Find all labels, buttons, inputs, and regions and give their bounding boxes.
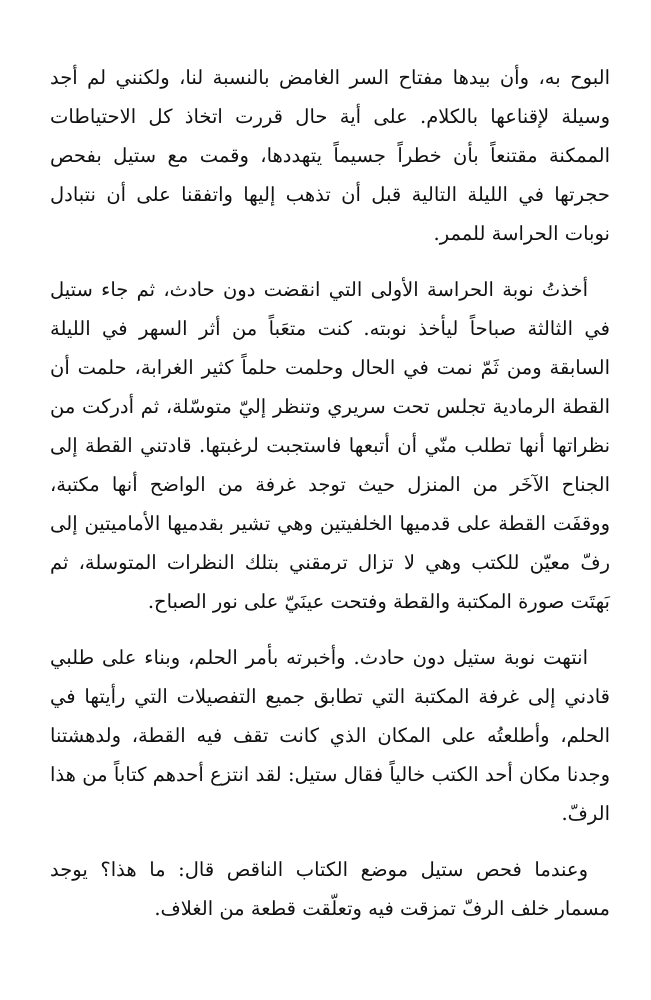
paragraph: وعندما فحص ستيل موضع الكتاب الناقص قال: ما هذا؟ يوجد مسمار خلف الرفّ تمزقت فيه وتعلّقت قطعة من الغلاف.: [50, 858, 610, 920]
paragraph: البوح به، وأن بيدها مفتاح السر الغامض بالنسبة لنا، ولكنني لم أجد وسيلة لإقناعها بالكلام. على أية حال قررت اتخاذ كل الاحتياطات الممكنة مقتنعاً بأن خطراً جسيماً يتهددها، وقمت مع ستيل بفحص حجرتها في الليلة التالية قبل أن تذهب إليها واتفقنا على أن نتبادل نوبات الحراسة للممر.: [50, 66, 610, 245]
book-page: [50, 58, 610, 928]
paragraph: انتهت نوبة ستيل دون حادث. وأخبرته بأمر الحلم، وبناء على طلبي قادني إلى غرفة المكتبة التي تطابق جميع التفصيلات التي رأيتها في الحلم، وأطلعتُه على المكان الذي كانت تقف فيه القطة، ولدهشتنا وجدنا مكان أحد الكتب خالياً فقال ستيل: لقد انتزع أحدهم كتاباً من هذا الرفّ.: [50, 646, 610, 825]
paragraph: أخذتُ نوبة الحراسة الأولى التي انقضت دون حادث، ثم جاء ستيل في الثالثة صباحاً ليأخذ نوبته. كنت متعَباً من أثر السهر في الليلة السابقة ومن ثَمّ نمت في الحال وحلمت حلماً كثير الغرابة، حلمت أن القطة الرمادية تجلس تحت سريري وتنظر إليّ متوسّلة، ثم أدركت من نظراتها أنها تطلب منّي أن أتبعها فاستجبت لرغبتها. قادتني القطة إلى الجناح الآخَر من المنزل حيث توجد غرفة من الواضح أنها مكتبة، ووقفَت القطة على قدميها الخلفيتين وهي تشير بقدميها الأماميتين إلى رفّ معيّن للكتب وهي لا تزال ترمقني بتلك النظرات المتوسلة، ثم بَهتَت صورة المكتبة والقطة وفتحت عينَيّ على نور الصباح.: [50, 278, 610, 613]
